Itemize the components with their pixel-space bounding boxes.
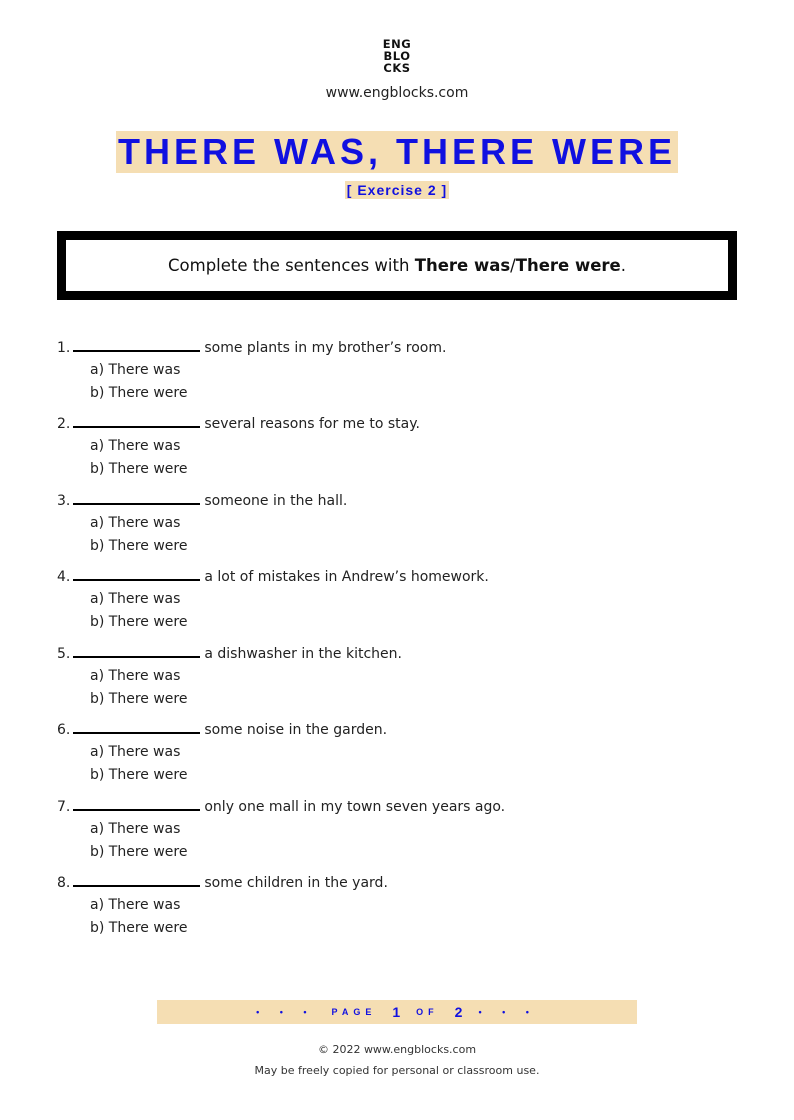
instruction-prefix: Complete the sentences with (168, 256, 415, 275)
option-a[interactable]: a) There was (90, 744, 181, 760)
subtitle-wrap (0, 180, 794, 199)
license-note: May be freely copied for personal or classroom use. (254, 1064, 540, 1077)
question-number: 7. (57, 799, 71, 815)
question-text: someone in the hall. (204, 493, 348, 509)
instruction-bold-2: There were (515, 256, 621, 275)
answer-blank[interactable] (73, 643, 200, 658)
logo-line: BLO (383, 49, 411, 63)
option-a[interactable]: a) There was (90, 668, 181, 684)
logo-line: CKS (383, 61, 411, 75)
answer-blank[interactable] (73, 719, 200, 734)
option-a[interactable]: a) There was (90, 821, 181, 837)
decorative-dots: • • • (256, 1007, 316, 1017)
page-title: THERE WAS, THERE WERE (117, 131, 677, 172)
question-1 (57, 337, 757, 405)
option-b[interactable]: b) There were (90, 538, 188, 554)
question-2 (57, 413, 757, 481)
of-label: OF (416, 1007, 439, 1017)
option-a[interactable]: a) There was (90, 591, 181, 607)
question-number: 8. (57, 875, 71, 891)
copyright: © 2022 www.engblocks.com (317, 1043, 477, 1056)
question-5 (57, 643, 757, 711)
option-b[interactable]: b) There were (90, 614, 188, 630)
exercise-label: [ Exercise 2 ] (346, 182, 448, 198)
site-url[interactable]: www.engblocks.com (325, 85, 469, 101)
option-b[interactable]: b) There were (90, 844, 188, 860)
question-number: 4. (57, 569, 71, 585)
logo-line: ENG (382, 37, 412, 51)
question-text: only one mall in my town seven years ago. (204, 799, 506, 815)
question-4 (57, 566, 757, 634)
page-current: 1 (392, 1004, 401, 1020)
option-b[interactable]: b) There were (90, 461, 188, 477)
question-number: 1. (57, 340, 71, 356)
title-wrap (0, 131, 794, 173)
page-label: PAGE (331, 1007, 377, 1017)
question-text: some children in the yard. (204, 875, 388, 891)
answer-blank[interactable] (73, 796, 200, 811)
question-number: 5. (57, 646, 71, 662)
question-6 (57, 719, 757, 787)
page-indicator (157, 1000, 637, 1024)
question-text: some noise in the garden. (204, 722, 388, 738)
option-a[interactable]: a) There was (90, 515, 181, 531)
engblocks-logo (0, 38, 794, 74)
answer-blank[interactable] (73, 872, 200, 887)
answer-blank[interactable] (73, 337, 200, 352)
option-b[interactable]: b) There were (90, 385, 188, 401)
instruction-suffix: . (620, 256, 626, 275)
answer-blank[interactable] (73, 566, 200, 581)
question-text: a dishwasher in the kitchen. (204, 646, 402, 662)
question-number: 3. (57, 493, 71, 509)
instruction-box (57, 231, 737, 300)
option-b[interactable]: b) There were (90, 767, 188, 783)
decorative-dots: • • • (478, 1007, 538, 1017)
question-number: 2. (57, 416, 71, 432)
question-8 (57, 872, 757, 940)
option-a[interactable]: a) There was (90, 897, 181, 913)
option-b[interactable]: b) There were (90, 920, 188, 936)
question-text: several reasons for me to stay. (204, 416, 420, 432)
page-total: 2 (454, 1004, 463, 1020)
answer-blank[interactable] (73, 490, 200, 505)
option-b[interactable]: b) There were (90, 691, 188, 707)
question-number: 6. (57, 722, 71, 738)
answer-blank[interactable] (73, 413, 200, 428)
question-7 (57, 796, 757, 864)
instruction-bold-1: There was (414, 256, 511, 275)
question-text: a lot of mistakes in Andrew’s homework. (204, 569, 489, 585)
option-a[interactable]: a) There was (90, 362, 181, 378)
instruction-separator: / (510, 256, 516, 275)
question-3 (57, 490, 757, 558)
option-a[interactable]: a) There was (90, 438, 181, 454)
question-text: some plants in my brother’s room. (204, 340, 447, 356)
